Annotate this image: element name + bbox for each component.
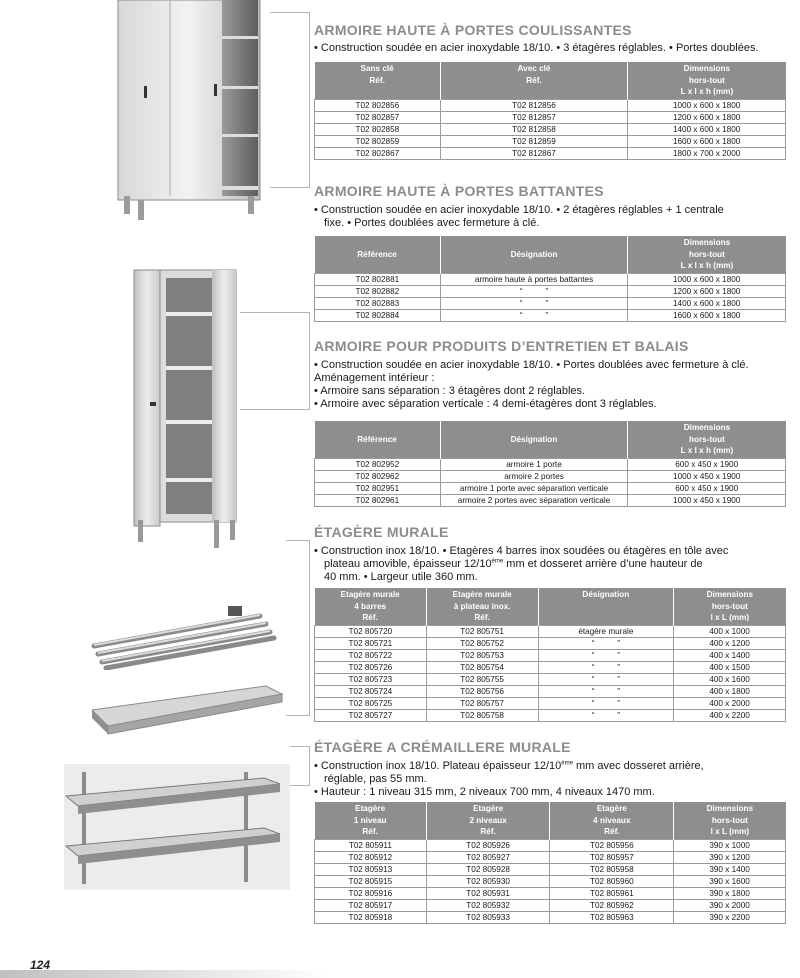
- column-header: Dimensions hors-tout L x l x h (mm): [628, 236, 786, 273]
- table-row: T02 802961 armoire 2 portes avec séparation verticale 1000 x 450 x 1900: [315, 494, 786, 506]
- table-row: T02 805912 T02 805927 T02 805957 390 x 1200: [315, 851, 786, 863]
- page-number: 124: [30, 958, 51, 972]
- section-cleaning-cabinet: [314, 338, 786, 411]
- column-header: Etagère 1 niveau Réf.: [315, 802, 427, 839]
- table-row: T02 802857 T02 812857 1200 x 600 x 1800: [315, 111, 786, 123]
- description-line: Aménagement intérieur :: [314, 372, 435, 384]
- section-connector-4: [290, 746, 310, 786]
- column-header: Référence: [315, 236, 441, 273]
- description-line: • Construction soudée en acier inoxydable 18/10. • 3 étagères réglables. • Portes doublées.: [314, 42, 759, 54]
- column-header: Dimensions hors-tout l x L (mm): [674, 802, 786, 839]
- section-title: ÉTAGÈRE MURALE: [314, 524, 449, 540]
- table-header-row: [315, 588, 786, 625]
- section-description: [314, 359, 786, 411]
- table-row: T02 805727 T02 805758 “ ” 400 x 2200: [315, 709, 786, 721]
- column-header: Etagère 2 niveaux Réf.: [426, 802, 550, 839]
- column-header: Etagère murale à plateau inox. Réf.: [426, 588, 538, 625]
- table-row: T02 802883 “ ” 1400 x 600 x 1800: [315, 297, 786, 309]
- section-sliding-cabinet: [314, 22, 786, 55]
- section-description: [314, 760, 786, 799]
- column-header: Avec clé Réf.: [440, 62, 628, 99]
- table-row: T02 802882 “ ” 1200 x 600 x 1800: [315, 285, 786, 297]
- description-line: 40 mm. • Largeur utile 360 mm.: [324, 571, 478, 583]
- column-header: Sans clé Réf.: [315, 62, 441, 99]
- column-header: Dimensions hors-tout L x l x h (mm): [628, 62, 786, 99]
- table-row: T02 805723 T02 805755 “ ” 400 x 1600: [315, 673, 786, 685]
- hinged-door-cabinet-image: [130, 268, 242, 554]
- section-title: ARMOIRE HAUTE À PORTES BATTANTES: [314, 183, 604, 199]
- column-header: Référence: [315, 421, 441, 458]
- wall-bar-shelf-image: [80, 600, 280, 670]
- table-row: T02 805911 T02 805926 T02 805956 390 x 1000: [315, 839, 786, 851]
- section-connector-3: [286, 540, 310, 716]
- table-row: T02 802951 armoire 1 porte avec séparation verticale 600 x 450 x 1900: [315, 482, 786, 494]
- section-description: [314, 545, 786, 584]
- description-line: réglable, pas 55 mm.: [324, 773, 427, 785]
- description-line: • Construction soudée en acier inoxydable 18/10. • 2 étagères réglables + 1 centrale: [314, 204, 724, 216]
- column-header: Dimensions hors-tout l x L (mm): [674, 588, 786, 625]
- sliding-door-cabinet-image: [110, 0, 270, 222]
- section-hinged-cabinet: [314, 183, 786, 230]
- wall-shelf-table: [314, 588, 786, 722]
- table-row: T02 802881 armoire haute à portes battantes 1000 x 600 x 1800: [315, 273, 786, 285]
- table-row: T02 805916 T02 805931 T02 805961 390 x 1800: [315, 887, 786, 899]
- description-line: plateau amovible, épaisseur 12/10ème mm et dosseret arrière d’une hauteur de: [324, 558, 703, 570]
- sliding-cabinet-table: [314, 62, 786, 160]
- section-connector-2: [240, 312, 310, 410]
- column-header: Désignation: [440, 421, 628, 458]
- section-title: ÉTAGÈRE A CRÉMAILLERE MURALE: [314, 739, 571, 755]
- section-rack-wall-shelf: [314, 739, 786, 799]
- hinged-cabinet-table: [314, 236, 786, 322]
- table-row: T02 805726 T02 805754 “ ” 400 x 1500: [315, 661, 786, 673]
- table-header-row: [315, 62, 786, 99]
- wall-plate-shelf-image: [86, 680, 286, 736]
- table-header-row: [315, 802, 786, 839]
- table-row: T02 802884 “ ” 1600 x 600 x 1800: [315, 309, 786, 321]
- section-title: ARMOIRE HAUTE À PORTES COULISSANTES: [314, 22, 632, 38]
- table-row: T02 802859 T02 812859 1600 x 600 x 1800: [315, 135, 786, 147]
- section-title: ARMOIRE POUR PRODUITS D’ENTRETIEN ET BALAIS: [314, 338, 689, 354]
- description-line: • Construction soudée en acier inoxydable 18/10. • Portes doublées avec fermeture à clé.: [314, 359, 749, 371]
- section-connector-1: [270, 12, 310, 188]
- column-header: Désignation: [440, 236, 628, 273]
- rack-wall-shelf-image: [64, 764, 290, 890]
- column-header: Etagère 4 niveaux Réf.: [550, 802, 674, 839]
- section-description: [314, 42, 786, 55]
- table-row: T02 805721 T02 805752 “ ” 400 x 1200: [315, 637, 786, 649]
- column-header: Désignation: [538, 588, 674, 625]
- description-line: • Construction inox 18/10. • Etagères 4 barres inox soudées ou étagères en tôle avec: [314, 545, 729, 557]
- section-description: [314, 204, 786, 230]
- table-row: T02 805724 T02 805756 “ ” 400 x 1800: [315, 685, 786, 697]
- table-row: T02 805720 T02 805751 étagère murale 400 x 1000: [315, 625, 786, 637]
- table-row: T02 805917 T02 805932 T02 805962 390 x 2000: [315, 899, 786, 911]
- table-row: T02 802856 T02 812856 1000 x 600 x 1800: [315, 99, 786, 111]
- table-row: T02 802962 armoire 2 portes 1000 x 450 x 1900: [315, 470, 786, 482]
- table-header-row: [315, 236, 786, 273]
- column-header: Dimensions hors-tout L x l x h (mm): [628, 421, 786, 458]
- section-wall-shelf: [314, 524, 786, 584]
- cleaning-cabinet-table: [314, 421, 786, 507]
- description-line: • Hauteur : 1 niveau 315 mm, 2 niveaux 700 mm, 4 niveaux 1470 mm.: [314, 786, 655, 798]
- table-row: T02 805722 T02 805753 “ ” 400 x 1400: [315, 649, 786, 661]
- table-row: T02 805725 T02 805757 “ ” 400 x 2000: [315, 697, 786, 709]
- table-row: T02 802952 armoire 1 porte 600 x 450 x 1900: [315, 458, 786, 470]
- description-line: fixe. • Portes doublées avec fermeture à clé.: [324, 217, 540, 229]
- table-row: T02 805915 T02 805930 T02 805960 390 x 1600: [315, 875, 786, 887]
- description-line: • Construction inox 18/10. Plateau épaisseur 12/10ème mm avec dosseret arrière,: [314, 760, 704, 772]
- table-row: T02 805913 T02 805928 T02 805958 390 x 1400: [315, 863, 786, 875]
- table-row: T02 802858 T02 812858 1400 x 600 x 1800: [315, 123, 786, 135]
- column-header: Etagère murale 4 barres Réf.: [315, 588, 427, 625]
- table-header-row: [315, 421, 786, 458]
- table-row: T02 802867 T02 812867 1800 x 700 x 2000: [315, 147, 786, 159]
- description-line: • Armoire avec séparation verticale : 4 demi-étagères dont 3 réglables.: [314, 398, 657, 410]
- description-line: • Armoire sans séparation : 3 étagères dont 2 réglables.: [314, 385, 586, 397]
- rack-wall-shelf-table: [314, 802, 786, 924]
- table-row: T02 805918 T02 805933 T02 805963 390 x 2200: [315, 911, 786, 923]
